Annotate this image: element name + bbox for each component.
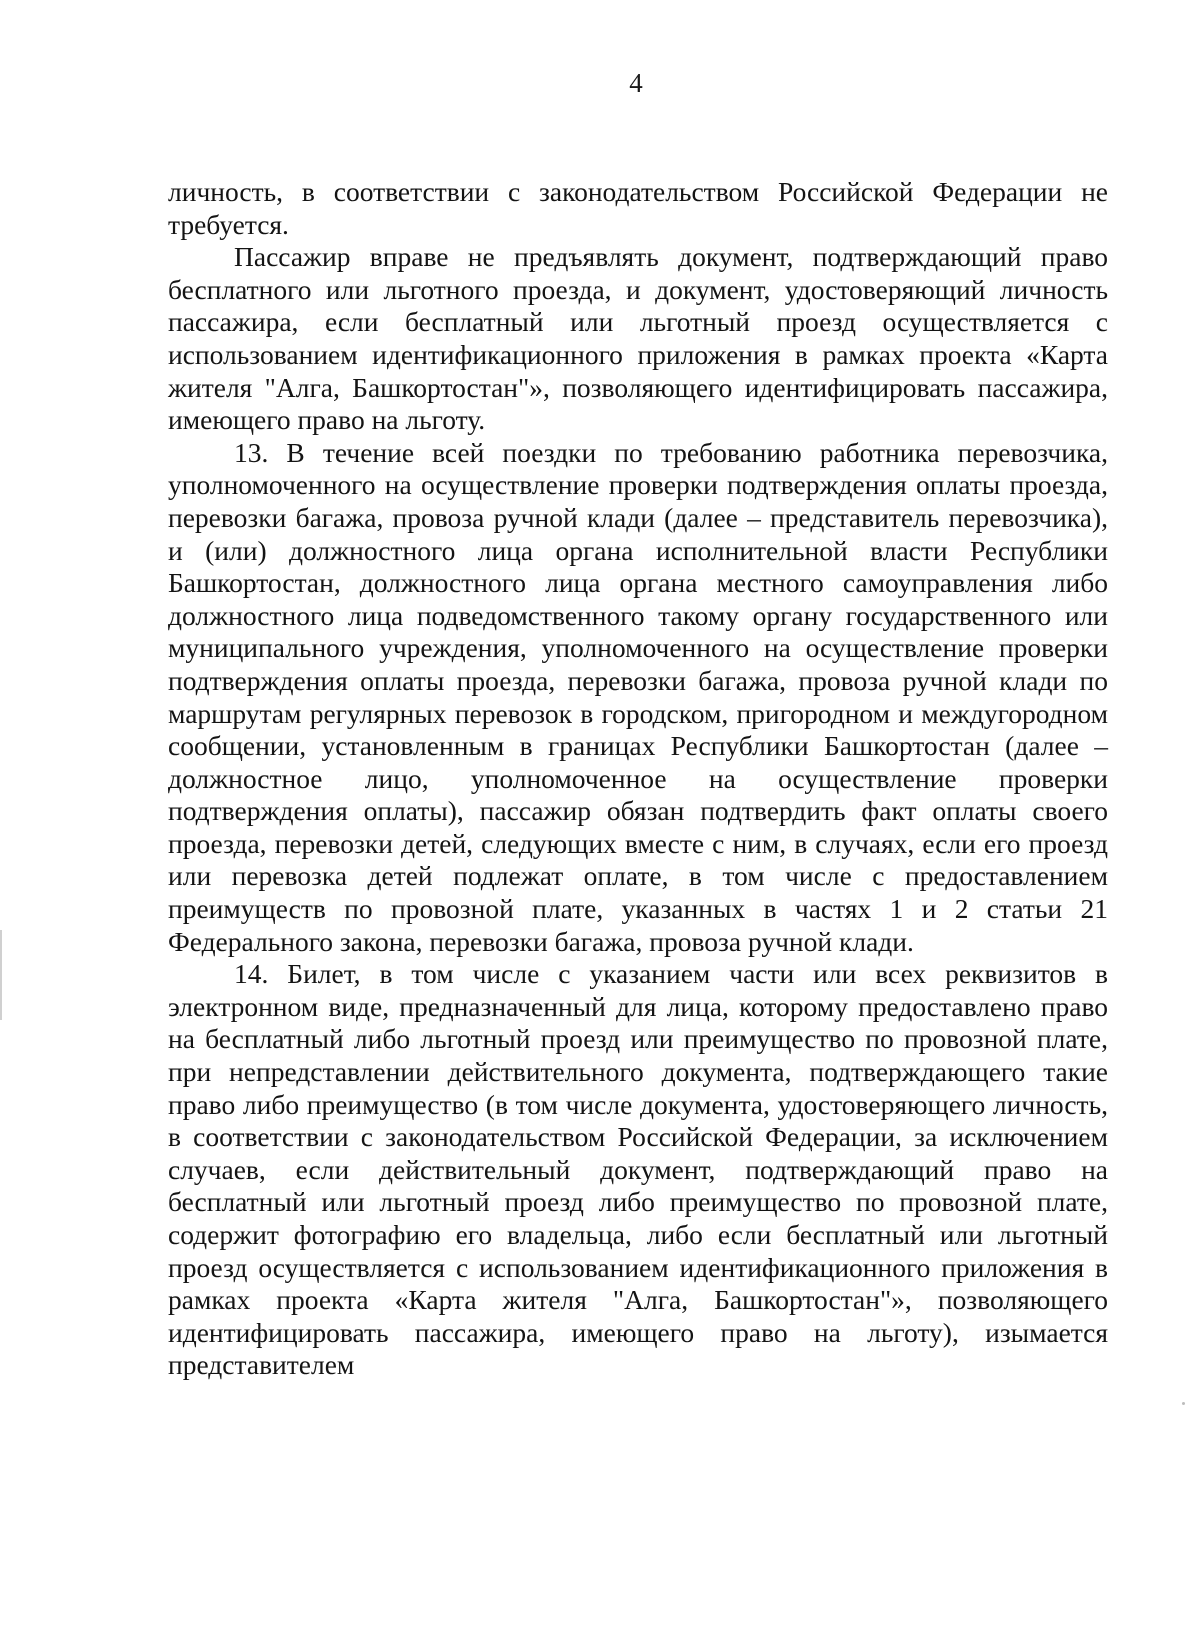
paragraph-item-14: 14. Билет, в том числе с указанием части или всех реквизитов в электронном виде, предназначенный для лица, которому предоставлено право на бесплатный либо льготный проезд или преимущество по провозной плате, при непредставлении действительного документа, подтверждающего такие право либо преимущество (в том числе документа, удостоверяющего личность, в соответствии с законодательством Российской Федерации, за исключением случаев, если действительный документ, подтверждающий право на бесплатный или льготный проезд либо преимущество по провозной плате, содержит фотографию его владельца, либо если бесплатный или льготный проезд осуществляется с использованием идентификационного приложения в рамках проекта «Карта жителя "Алга, Башкортостан"», позволяющего идентифицировать пассажира, имеющего право на льготу), изымается представителем (168, 958, 1108, 1381)
scan-dust-mark (1182, 1402, 1185, 1405)
document-body (168, 176, 1108, 1382)
paragraph-continuation: личность, в соответствии с законодательством Российской Федерации не требуется. (168, 176, 1108, 240)
paragraph-item-13: 13. В течение всей поездки по требованию работника перевозчика, уполномоченного на осуществление проверки подтверждения оплаты проезда, перевозки багажа, провоза ручной клади (далее – представитель перевозчика), и (или) должностного лица органа исполнительной власти Республики Башкортостан, должностного лица органа местного самоуправления либо должностного лица подведомственного такому органу государственного или муниципального учреждения, уполномоченного на осуществление проверки подтверждения оплаты проезда, перевозки багажа, провоза ручной клади по маршрутам регулярных перевозок в городском, пригородном и междугородном сообщении, установленным в границах Республики Башкортостан (далее – должностное лицо, уполномоченное на осуществление проверки подтверждения оплаты), пассажир обязан подтвердить факт оплаты своего проезда, перевозки детей, следующих вместе с ним, в случаях, если его проезд или перевозка детей подлежат оплате, в том числе с предоставлением преимуществ по провозной плате, указанных в частях 1 и 2 статьи 21 Федерального закона, перевозки багажа, провоза ручной клади. (168, 436, 1108, 957)
paragraph-passenger-right: Пассажир вправе не предъявлять документ, подтверждающий право бесплатного или льготного проезда, и документ, удостоверяющий личность пассажира, если бесплатный или льготный проезд осуществляется с использованием идентификационного приложения в рамках проекта «Карта жителя "Алга, Башкортостан"», позволяющего идентифицировать пассажира, имеющего право на льготу. (168, 241, 1108, 436)
page-number: 4 (629, 68, 643, 98)
scan-edge-mark (0, 930, 2, 1020)
